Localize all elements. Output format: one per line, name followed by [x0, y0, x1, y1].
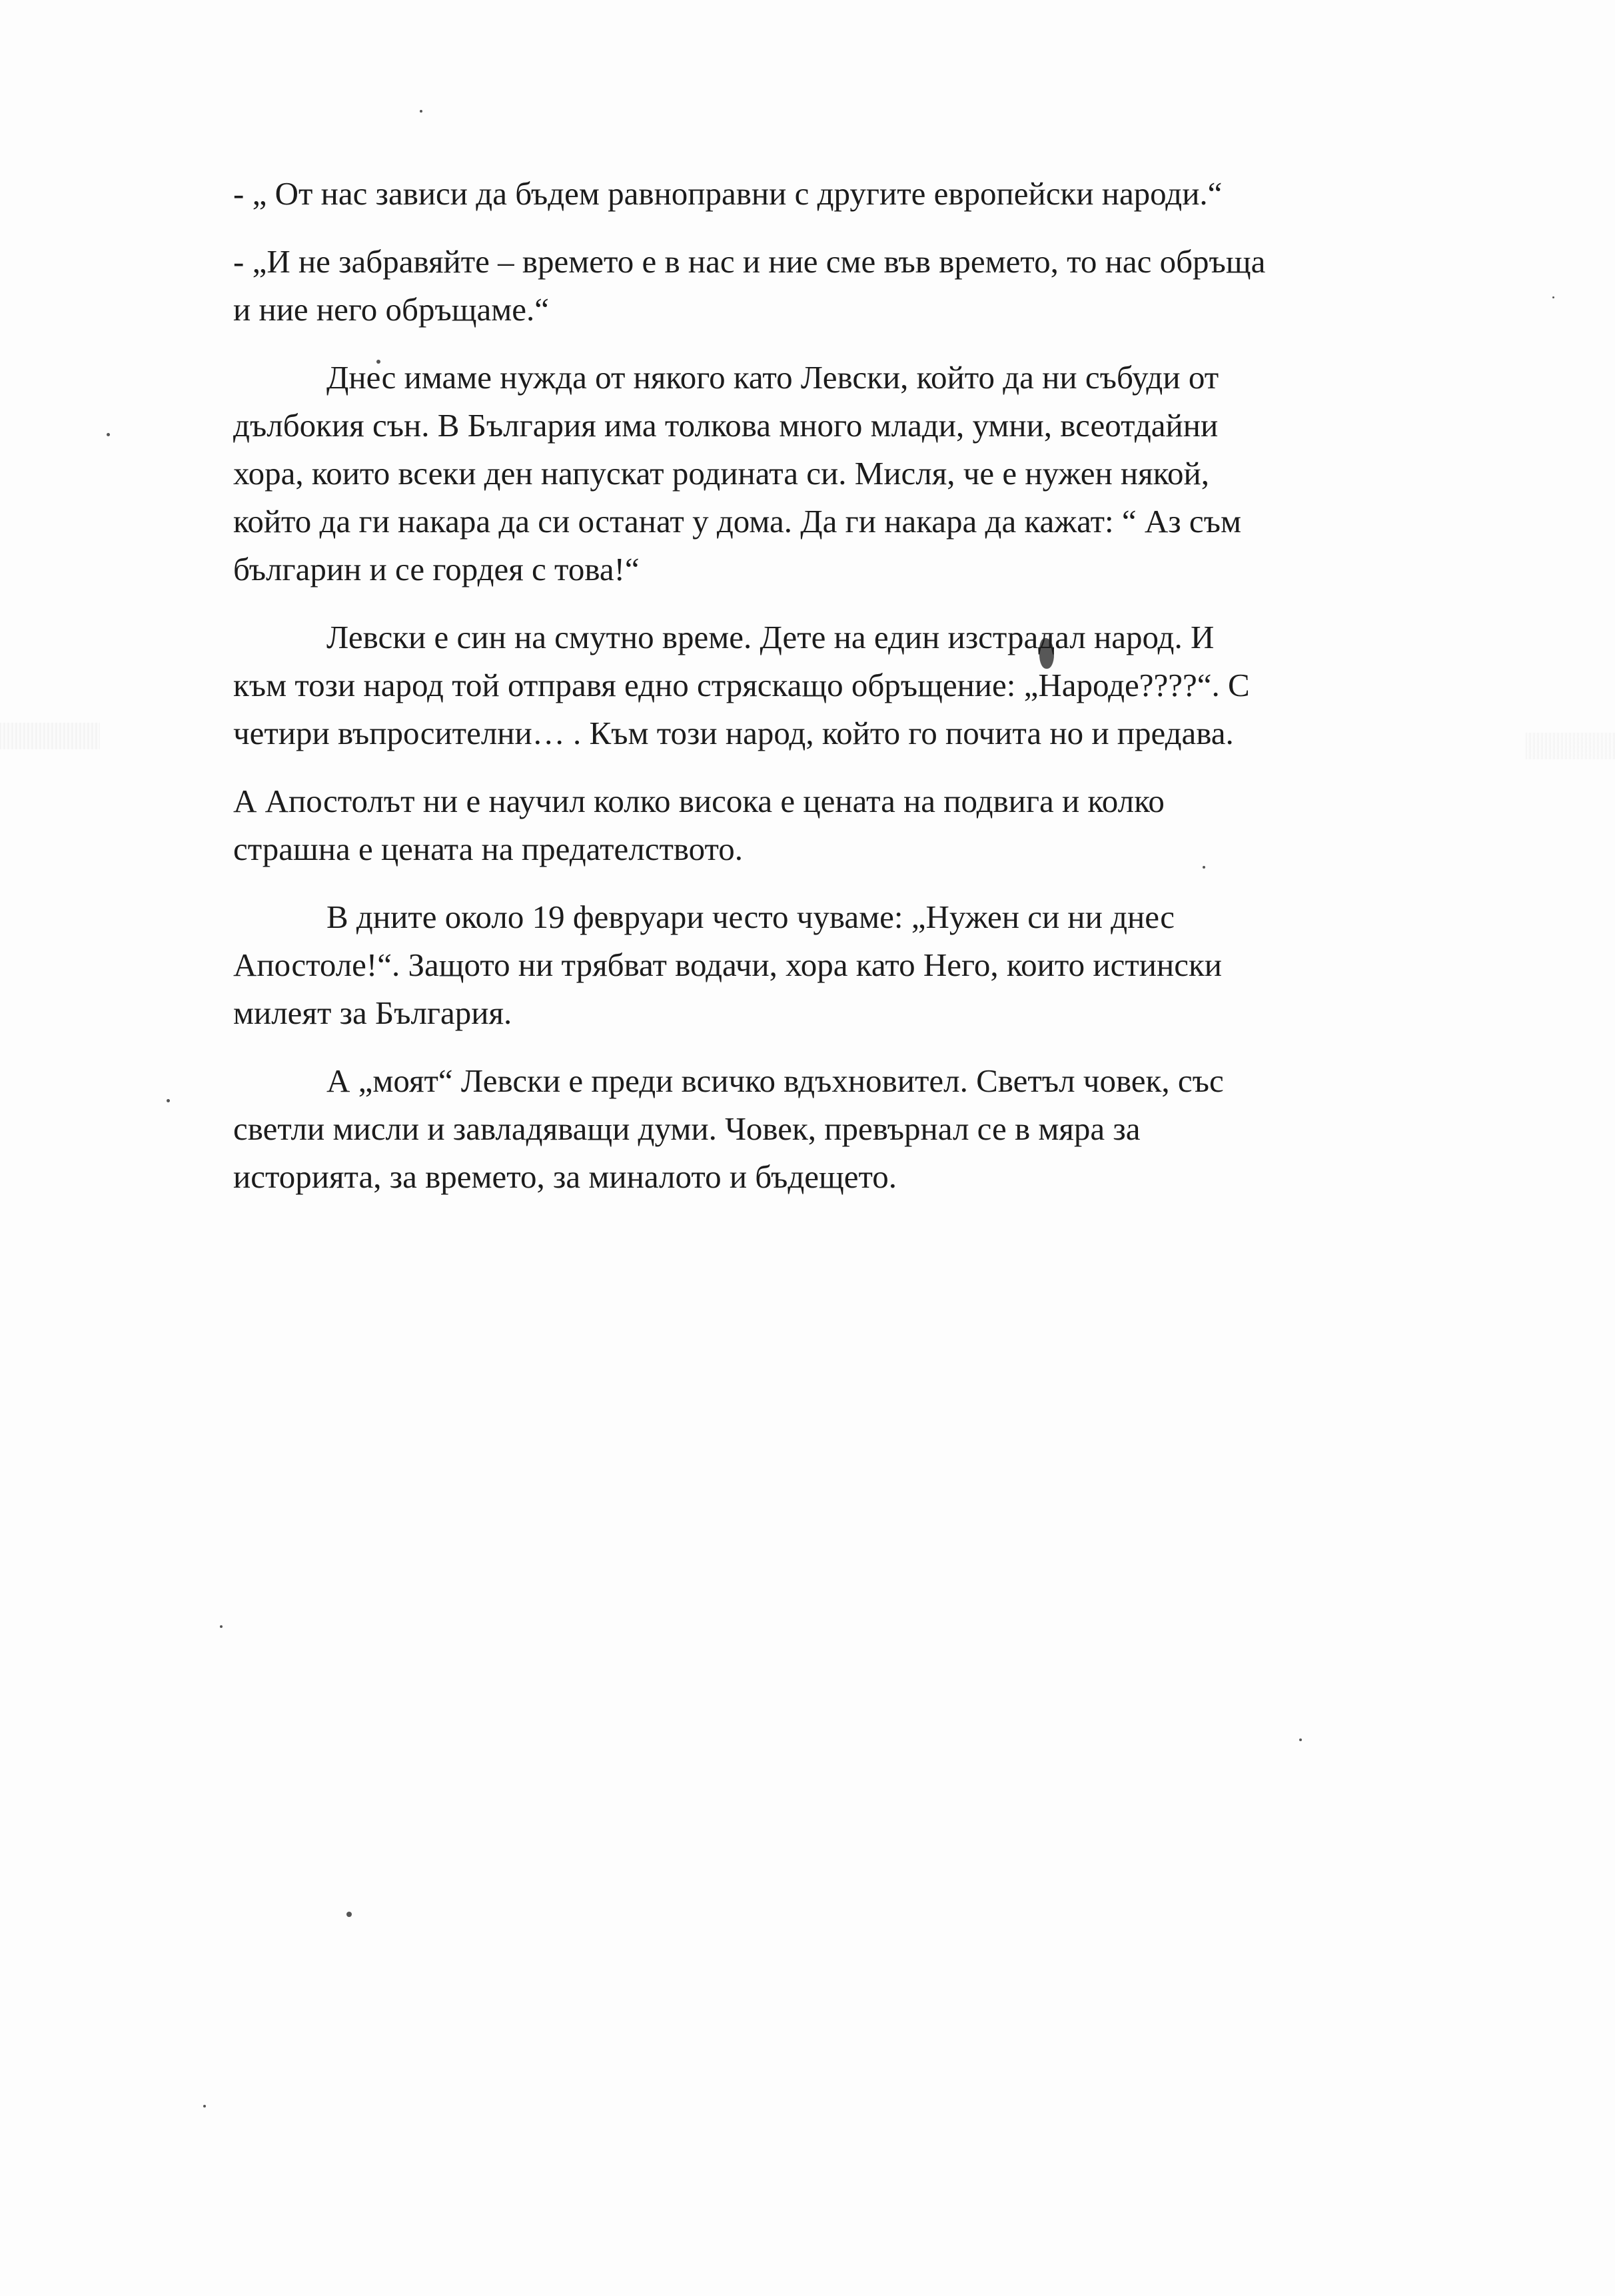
dust-speck — [220, 1625, 223, 1628]
text-line: - „И не забравяйте – времето е в нас и ние сме във времето, то нас обръща — [233, 243, 1266, 280]
document-body — [233, 170, 1432, 1221]
text-line: и ние него обръщаме.“ — [233, 291, 550, 328]
dust-speck — [203, 2105, 206, 2107]
text-line: А „моят“ Левски е преди всичко вдъхновител. Светъл човек, със — [326, 1062, 1224, 1099]
paragraph — [233, 238, 1432, 334]
dust-speck — [167, 1099, 170, 1102]
text-line: който да ги накара да си останат у дома. Да ги накара да кажат: “ Аз съм — [233, 503, 1241, 540]
scan-noise-right — [1526, 733, 1615, 759]
paragraph — [233, 354, 1432, 593]
text-line: дълбокия сън. В България има толкова много млади, умни, всеотдайни — [233, 407, 1219, 444]
text-line: историята, за времето, за миналото и бъдещето. — [233, 1158, 897, 1195]
dust-speck — [420, 110, 422, 113]
text-line: светли мисли и завладяващи думи. Човек, превърнал се в мяра за — [233, 1110, 1141, 1147]
text-line: В дните около 19 февруари често чуваме: „Нужен си ни днес — [326, 899, 1175, 935]
text-line: Днес имаме нужда от някого като Левски, който да ни събуди от — [326, 359, 1219, 396]
dust-speck — [1299, 1738, 1302, 1741]
text-line: Левски е син на смутно време. Дете на един изстрадал народ. И — [326, 619, 1215, 655]
scan-noise-left — [0, 723, 100, 749]
paragraph — [233, 613, 1432, 757]
text-line: Апостоле!“. Защото ни трябват водачи, хора като Него, които истински — [233, 947, 1223, 983]
text-line: хора, които всеки ден напускат родината си. Мисля, че е нужен някой, — [233, 455, 1209, 492]
dust-speck — [346, 1912, 352, 1917]
text-line: милеят за България. — [233, 994, 512, 1031]
text-line: - „ От нас зависи да бъдем равноправни с другите европейски народи.“ — [233, 175, 1223, 212]
text-line: страшна е цената на предателството. — [233, 831, 744, 867]
dust-speck — [107, 433, 110, 436]
paragraph — [233, 1057, 1432, 1201]
text-line: към този народ той отправя едно стряскащо обръщение: „Народе????“. С — [233, 667, 1250, 703]
text-line: българин и се гордея с това!“ — [233, 551, 640, 587]
paragraph — [233, 170, 1432, 218]
text-line: А Апостолът ни е научил колко висока е цената на подвига и колко — [233, 783, 1165, 819]
paragraph — [233, 893, 1432, 1037]
dust-speck — [1552, 296, 1554, 298]
text-line: четири въпросителни… . Към този народ, който го почита но и предава. — [233, 715, 1234, 751]
paragraph — [233, 777, 1432, 873]
